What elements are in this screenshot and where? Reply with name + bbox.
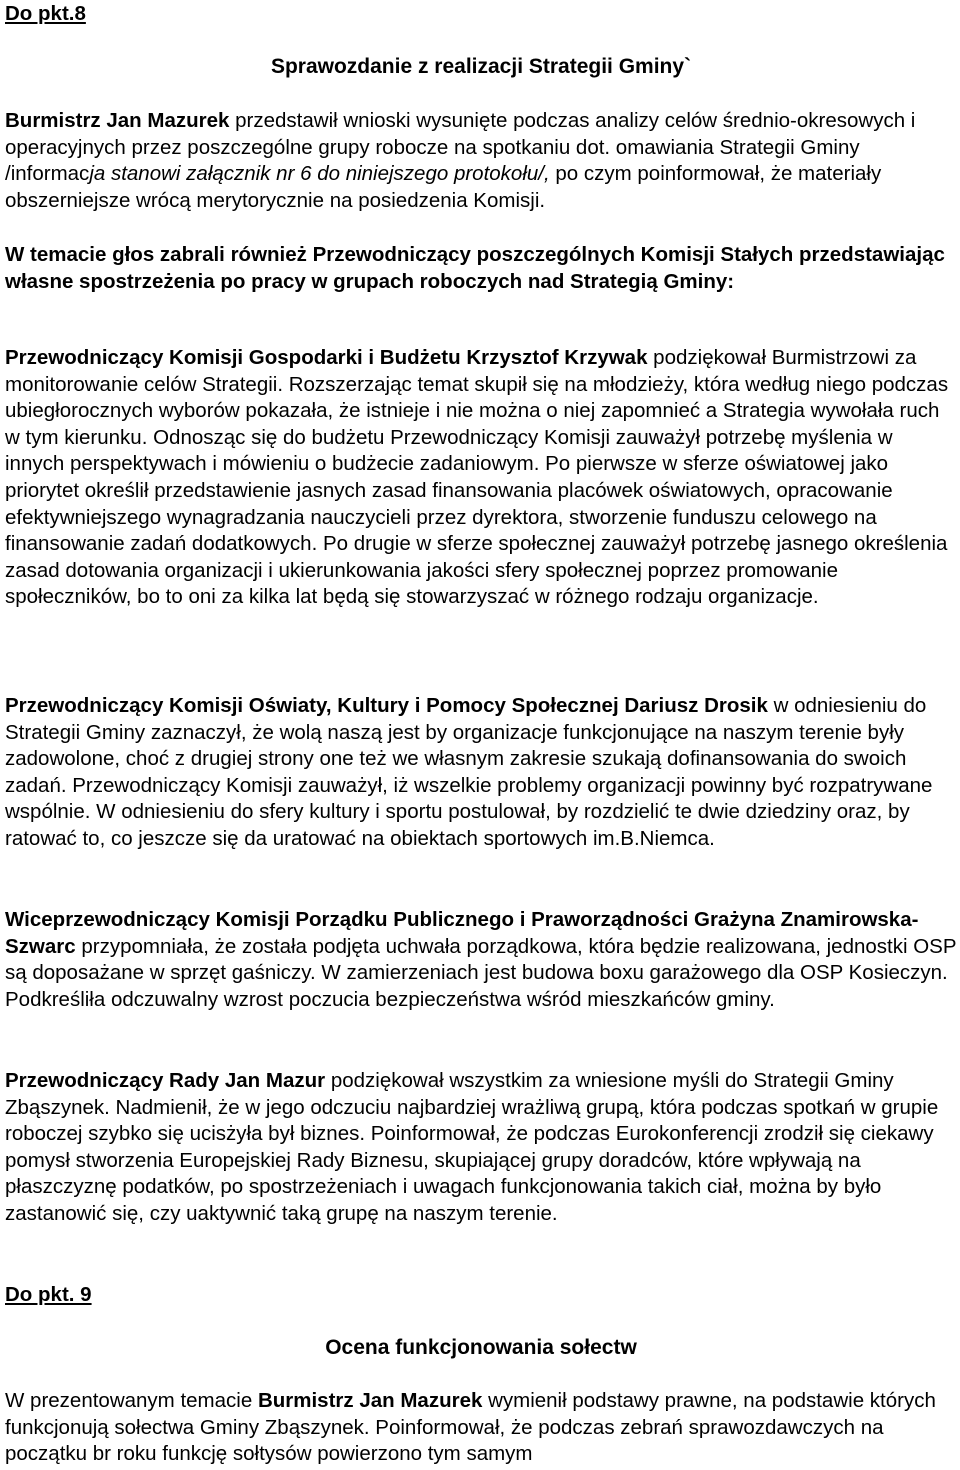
paragraph-text: po czym poinformował, że materiały obszerniejsze wrócą merytorycznie na posiedzenia Komisji.	[5, 162, 882, 212]
speaker-name: Przewodniczący Komisji Oświaty, Kultury i Pomocy Społecznej Dariusz Drosik	[5, 694, 768, 717]
paragraph-committee-intro	[5, 242, 957, 295]
paragraph-text: przedstawił wnioski wysunięte podczas analizy celów średnio-okresowych i operacyjnych przez poszczególne grupy robocze na spotkaniu dot. omawiania Strategii Gminy /informac	[5, 109, 916, 186]
paragraph-text: W temacie głos zabrali również Przewodniczący poszczególnych Komisji Stałych przedstawiając własne spostrzeżenia po pracy w grupach roboczych nad Strategią Gminy:	[5, 243, 945, 293]
section-9-label: Do pkt. 9	[5, 1283, 92, 1306]
paragraph-solectwa-assessment	[5, 1388, 957, 1468]
speaker-name: Burmistrz Jan Mazurek	[5, 109, 230, 132]
paragraph-mayor-report	[5, 108, 957, 214]
section-9-title: Ocena funkcjonowania sołectw	[325, 1336, 637, 1359]
speaker-name: Przewodniczący Rady Jan Mazur	[5, 1069, 326, 1092]
speaker-name: Burmistrz Jan Mazurek	[257, 1389, 483, 1412]
paragraph-text: podziękował Burmistrzowi za monitorowanie celów Strategii. Rozszerzając temat skupił się na młodzieży, która według niego podczas ubiegłorocznych wyborów pokazała, że istnieje i nie można o niej zapomnieć a Strategia wywołała ruch w tym kierunku. Odnosząc się do budżetu Przewodniczący Komisji zauważył potrzebę myślenia w innych perspektywach i mówieniu o budżecie zadaniowym. Po pierwsze w sferze oświatowej jako priorytet określił przedstawienie jasnych zasad finansowania placówek oświatowych, opracowanie efektywniejszego wynagradzania nauczycieli przez dyrektora, stworzenie funduszu celowego na finansowanie zadań dodatkowych. Po drugie w sferze społecznej zauważył potrzebę jasnego określenia zasad dotowania organizacji i ukierunkowania jakości sfery społecznej poprzez promowanie społeczników, bo to oni za kilka lat będą się stowarzyszać w różnego rodzaju organizacje.	[5, 346, 949, 609]
section-8-title: Sprawozdanie z realizacji Strategii Gminy`	[270, 55, 692, 78]
paragraph-text: wymienił podstawy prawne, na podstawie których funkcjonują sołectwa Gminy Zbąszynek. Poinformował, że podczas zebrań sprawozdawczych na początku br roku funkcję sołtysów powierzono tym samym	[5, 1389, 936, 1466]
paragraph-text: W prezentowanym temacie	[5, 1389, 258, 1412]
attachment-note: ja stanowi załącznik nr 6 do niniejszego protokołu/,	[89, 162, 550, 186]
paragraph-education-committee	[5, 693, 957, 853]
speaker-name: Wiceprzewodniczący Komisji Porządku Publicznego i Praworządności Grażyna Znamirowska-Szwarc	[5, 908, 919, 958]
paragraph-text: podziękował wszystkim za wniesione myśli do Strategii Gminy Zbąszynek. Nadmienił, że w jego odczuciu najbardziej wrażliwą grupą, która podczas spotkań w grupie roboczej szybko się ucisżyła był biznes. Poinformował, że podczas Eurokonferencji zrodził się ciekawy pomysł stworzenia Europejskiej Rady Biznesu, skupiającej grupy doradców, które wpływają na płaszczyznę podatków, po spostrzeżeniach i uwagach funkcjonowania takich ciał, można by było zastanowić się, czy uaktywnić taką grupę na naszym terenie.	[5, 1069, 939, 1225]
paragraph-text: przypomniała, że została podjęta uchwała porządkowa, która będzie realizowana, jednostki OSP są doposażane w sprzęt gaśniczy. W zamierzeniach jest budowa boxu garażowego dla OSP Kosieczyn. Podkreśliła odczuwalny wzrost poczucia bezpieczeństwa wśród mieszkańców gminy.	[5, 934, 957, 1011]
speaker-name: Przewodniczący Komisji Gospodarki i Budżetu Krzysztof Krzywak	[5, 346, 648, 369]
paragraph-text: w odniesieniu do Strategii Gminy zaznaczył, że wolą naszą jest by organizacje funkcjonujące na naszym terenie były zadowolone, choć z drugiej strony one też we własnym zakresie szukają dofinansowania do swoich zadań. Przewodniczący Komisji zauważył, iż wszelkie problemy organizacji powinny być rozpatrywane wspólnie. W odniesieniu do sfery kultury i sportu postulował, by rozdzielić te dwie dziedziny oraz, by ratować to, co jeszcze się da uratować na obiektach sportowych im.B.Niemca.	[5, 694, 933, 850]
section-8-label: Do pkt.8	[5, 2, 86, 25]
paragraph-public-order-committee	[5, 907, 957, 1013]
paragraph-council-chairman	[5, 1068, 957, 1228]
paragraph-budget-committee	[5, 345, 957, 611]
